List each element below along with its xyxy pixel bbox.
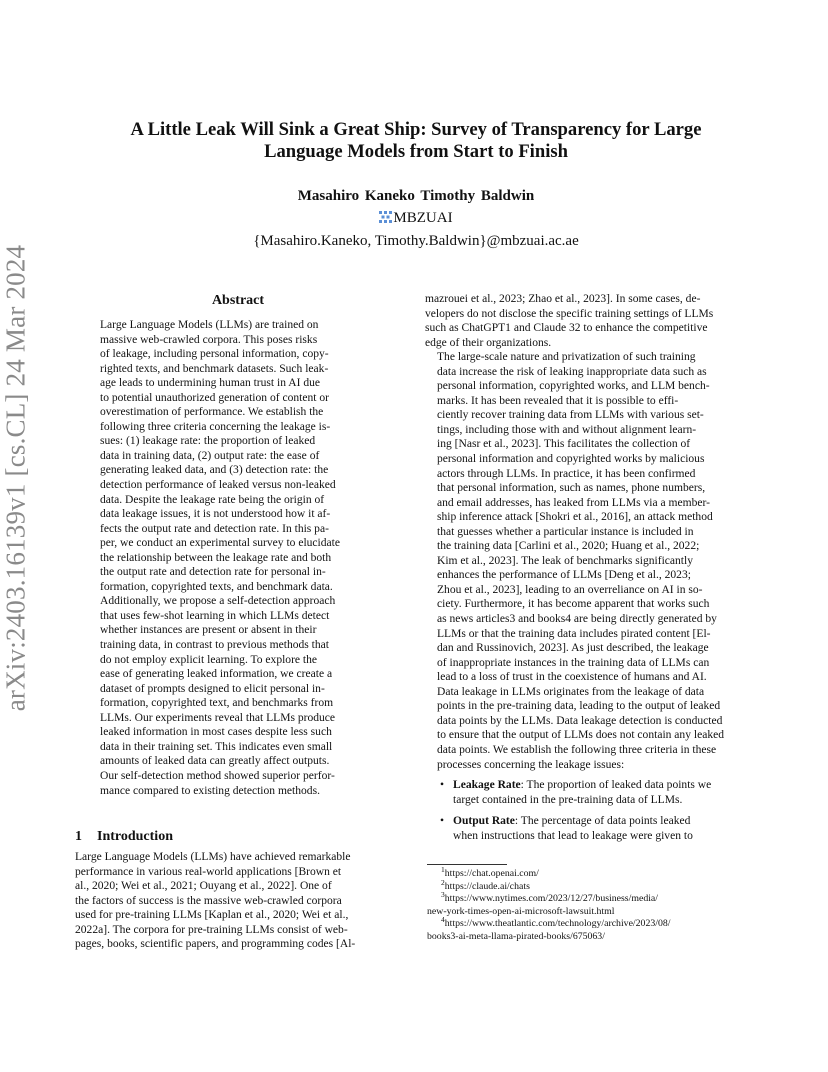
text-line: performance in various real-world applications [Brown et [75, 865, 342, 878]
footnote-url[interactable]: https://www.nytimes.com/2023/12/27/business/media/ [444, 893, 659, 904]
text-line: of leakage, including personal information, copy- [100, 348, 329, 361]
text-line: LLMs or that the training data includes pirated content [El- [437, 627, 711, 640]
text-line: do not employ explicit learning. To explore the [100, 653, 318, 666]
footnote-mark: 4 [441, 915, 445, 924]
text-line: mance compared to existing detection methods. [100, 784, 320, 797]
paragraph [425, 685, 755, 772]
abstract-heading: Abstract [211, 293, 265, 308]
criteria-term: Output Rate [453, 815, 515, 828]
text-line: righted texts, and benchmark datasets. Such leak- [100, 362, 329, 375]
author-emails: {Masahiro.Kaneko, Timothy.Baldwin}@mbzuai.ac.ae [253, 233, 579, 249]
footnote-line: books3-ai-meta-llama-pirated-books/675063/ [427, 930, 605, 942]
section-heading-introduction [75, 828, 395, 845]
title-line: A Little Leak Will Sink a Great Ship: Survey of Transparency for Large [130, 119, 702, 140]
affiliation [96, 209, 736, 227]
text-line: the factors of success is the massive web-crawled corpora [75, 894, 342, 907]
text-line: leaked information in most cases despite less such [100, 726, 332, 739]
text-line: Large Language Models (LLMs) are trained on [100, 319, 319, 331]
text-line: to potential unauthorized generation of content or [100, 391, 329, 404]
text-line: sues: (1) leakage rate: the proportion of leaked [100, 435, 316, 448]
mbzuai-logo-icon [379, 211, 392, 223]
arxiv-stamp-text: arXiv:2403.16139v1 [cs.CL] 24 Mar 2024 [0, 244, 31, 712]
text-line: data points. We establish the following three criteria in these [437, 743, 717, 756]
footnote-rule [427, 864, 507, 865]
text-line: used for pre-training LLMs [Kaplan et al., 2020; Wei et al., [75, 909, 349, 922]
paragraph [425, 350, 755, 685]
text-line: Additionally, we propose a self-detection approach [100, 595, 336, 608]
text-line: dan and Russinovich, 2023]. As just described, the leakage [437, 642, 709, 655]
text-line: Data leakage in LLMs originates from the leakage of data [437, 685, 705, 698]
footnote-line: new-york-times-open-ai-microsoft-lawsuit.html [427, 905, 615, 917]
text-line: when instructions that lead to leakage were given to [453, 829, 693, 842]
text-line: pages, books, scientific papers, and programming codes [Al- [75, 938, 356, 951]
section-title: Introduction [97, 829, 173, 844]
text-line: the training data [Carlini et al., 2020; Huang et al., 2022; [437, 540, 700, 553]
text-line: amounts of leaked data can greatly affect outputs. [100, 755, 330, 768]
text-line: target contained in the pre-training data of LLMs. [453, 793, 683, 806]
footnote-line [427, 890, 757, 906]
footnote-line [427, 865, 757, 881]
footnote-line [427, 915, 757, 931]
criteria-term: Leakage Rate [453, 779, 521, 792]
text-line: the output rate and detection rate for personal in- [100, 566, 326, 579]
text-line: data in training data, (2) output rate: the ease of [100, 449, 320, 462]
text-line: Kim et al., 2023]. The leak of benchmarks significantly [437, 554, 693, 567]
text-line [453, 814, 755, 829]
text-line: ciently recover training data from LLMs with various set- [437, 409, 704, 422]
text-line: velopers do not disclose the specific training settings of LLMs [425, 307, 714, 320]
criteria-text: : The percentage of data points leaked [514, 815, 691, 828]
text-line: that personal information, such as names, phone numbers, [437, 482, 706, 495]
text-line: personal information, copyrighted works, and LLM bench- [437, 380, 710, 393]
text-line: overestimation of performance. We establish the [100, 406, 324, 419]
text-line: edge of their organizations. [425, 336, 552, 349]
text-line: data increase the risk of leaking inappropriate data such as [437, 365, 707, 378]
text-line: following three criteria concerning the leakage is- [100, 420, 331, 433]
introduction-body [75, 850, 402, 952]
footnote-mark: 2 [441, 877, 445, 887]
text-line: 2022a]. The corpora for pre-training LLMs consist of web- [75, 923, 348, 936]
footnote-url[interactable]: https://chat.openai.com/ [444, 868, 539, 879]
text-line: ciety. Furthermore, it has become apparent that works such [437, 598, 710, 611]
paragraph [425, 292, 755, 350]
text-line: massive web-crawled corpora. This poses risks [100, 333, 318, 346]
text-line: mazrouei et al., 2023; Zhao et al., 2023]. In some cases, de- [425, 293, 701, 305]
text-line: lead to a loss of trust in the coexistence of humans and AI. [437, 671, 707, 684]
text-line: ing [Nasr et al., 2023]. This facilitates the collection of [437, 438, 691, 451]
text-line: that uses few-shot learning in which LLMs detect [100, 609, 330, 622]
paper-title [96, 119, 736, 163]
text-line: per, we conduct an experimental survey to elucidate [100, 537, 340, 550]
text-line: ease of generating leaked information, we create a [100, 668, 333, 681]
abstract-body [100, 318, 376, 798]
text-line: The large-scale nature and privatization of such training [437, 351, 696, 364]
text-line: whether instances are present or absent in their [100, 624, 317, 637]
text-line: actors through LLMs. In practice, it has been confirmed [437, 467, 696, 480]
text-line: processes concerning the leakage issues: [437, 758, 625, 771]
text-line: data. Despite the leakage rate being the origin of [100, 493, 325, 506]
text-line: tings, including those with and without alignment learn- [437, 423, 697, 436]
text-line: data points by the LLMs. Data leakage detection is conducted [437, 714, 723, 727]
right-column-body [425, 292, 755, 850]
title-line: Language Models from Start to Finish [264, 141, 568, 162]
footnote-mark: 1 [441, 865, 445, 874]
text-line: Large Language Models (LLMs) have achieved remarkable [75, 851, 351, 863]
footnote-mark: 3 [441, 890, 445, 899]
text-line: ship inference attack [Shokri et al., 2016], an attack method [437, 511, 713, 524]
text-line: formation, copyrighted text, and benchmarks from [100, 697, 334, 710]
criteria-list [425, 778, 755, 843]
text-line: training data, in contrast to previous methods that [100, 639, 329, 652]
criteria-item [440, 778, 755, 807]
text-line: that guesses whether a particular instance is included in [437, 525, 694, 538]
text-line: detection performance of leaked versus non-leaked [100, 479, 336, 492]
footnote-line [427, 877, 757, 894]
text-line: and email addresses, has leaked from LLMs via a member- [437, 496, 710, 509]
text-line: al., 2020; Wei et al., 2021; Ouyang et al., 2022]. One of [75, 880, 332, 893]
text-line: marks. It has been revealed that it is possible to effi- [437, 394, 679, 407]
text-line: of inappropriate instances in the training data of LLMs can [437, 656, 710, 669]
affiliation-name: MBZUAI [393, 210, 453, 226]
bullet-icon: • [440, 779, 445, 792]
text-line: personal information and copyrighted works by malicious [437, 453, 705, 466]
text-line: points in the pre-training data, leading to the output of leaked [437, 700, 721, 713]
text-line: to ensure that the output of LLMs does not contain any leaked [437, 729, 724, 742]
text-line [453, 778, 755, 793]
bullet-icon: • [440, 815, 445, 828]
text-line: generating leaked data, and (3) detection rate: the [100, 464, 329, 477]
text-line: fects the output rate and detection rate. In this pa- [100, 522, 329, 535]
text-line: age leads to undermining human trust in AI due [100, 377, 320, 390]
text-line: data in their training set. This indicates even small [100, 740, 333, 753]
criteria-item [440, 814, 755, 843]
text-line: dataset of prompts designed to elicit personal in- [100, 682, 325, 695]
text-line: enhances the performance of LLMs [Deng et al., 2023; [437, 569, 691, 582]
footnote-url[interactable]: https://claude.ai/chats [444, 880, 530, 892]
author-list: Masahiro Kaneko Timothy Baldwin [297, 188, 535, 204]
criteria-text: : The proportion of leaked data points we [520, 779, 712, 792]
text-line: such as ChatGPT1 and Claude 32 to enhance the competitive [425, 322, 708, 335]
text-line: data leakage issues, it is not understood how it af- [100, 508, 331, 521]
text-line: as news articles3 and books4 are being directly generated by [437, 613, 717, 626]
text-line: Our self-detection method showed superior perfor- [100, 769, 335, 782]
footnote-url[interactable]: https://www.theatlantic.com/technology/archive/2023/08/ [444, 918, 671, 929]
text-line: Zhou et al., 2023], leading to an overreliance on AI in so- [437, 583, 703, 596]
text-line: the relationship between the leakage rate and both [100, 551, 332, 564]
text-line: formation, copyrighted texts, and benchmark data. [100, 580, 333, 593]
section-number: 1 [75, 829, 82, 844]
text-line: LLMs. Our experiments reveal that LLMs produce [100, 711, 336, 724]
footnotes [427, 865, 757, 943]
